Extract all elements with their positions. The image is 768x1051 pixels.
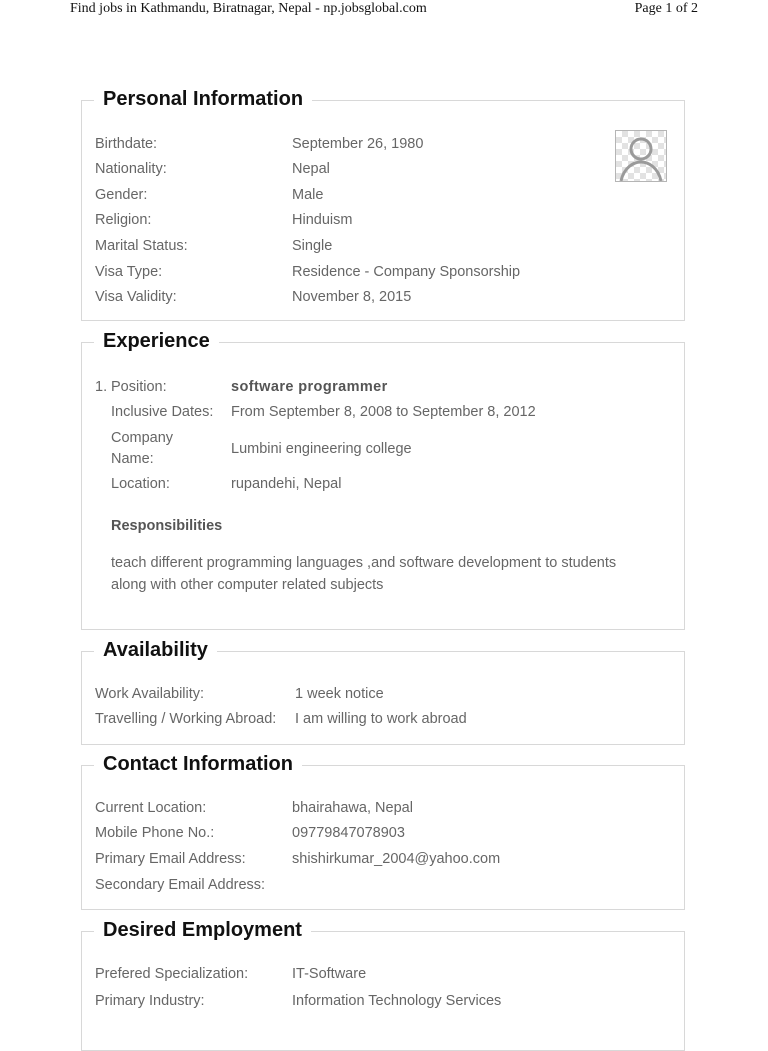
primary-email-label: Primary Email Address: <box>95 851 246 867</box>
marital-status-label: Marital Status: <box>95 238 188 254</box>
responsibilities-line-2: along with other computer related subjects <box>111 577 384 593</box>
primary-industry-label: Primary Industry: <box>95 993 205 1009</box>
secondary-email-label: Secondary Email Address: <box>95 877 266 893</box>
contact-information-section <box>81 753 685 910</box>
location-label: Location: <box>111 476 170 492</box>
visa-validity-label: Visa Validity: <box>95 289 177 305</box>
responsibilities-heading: Responsibilities <box>111 518 223 534</box>
section-title: Desired Employment <box>94 917 311 943</box>
section-title: Availability <box>94 637 217 663</box>
travelling-abroad-value: I am willing to work abroad <box>295 711 467 727</box>
nationality-value: Nepal <box>292 161 330 177</box>
availability-section <box>81 639 685 745</box>
visa-type-value: Residence - Company Sponsorship <box>292 264 521 280</box>
personal-information-section <box>81 88 685 321</box>
company-name-label-line1: Company <box>111 430 174 446</box>
religion-label: Religion: <box>95 212 152 228</box>
inclusive-dates-label: Inclusive Dates: <box>111 404 214 420</box>
gender-label: Gender: <box>95 187 148 203</box>
travelling-abroad-label: Travelling / Working Abroad: <box>95 711 277 727</box>
page-number: Page 1 of 2 <box>634 1 698 16</box>
company-name-label-line2: Name: <box>111 451 154 467</box>
avatar-placeholder-icon <box>615 130 667 182</box>
preferred-specialization-label: Prefered Specialization: <box>95 966 249 982</box>
mobile-phone-label: Mobile Phone No.: <box>95 825 215 841</box>
desired-employment-section <box>81 919 685 1051</box>
visa-validity-value: November 8, 2015 <box>292 289 412 305</box>
birthdate-value: September 26, 1980 <box>292 136 424 152</box>
primary-email-value: shishirkumar_2004@yahoo.com <box>292 851 501 867</box>
responsibilities-line-1: teach different programming languages ,and software development to students <box>111 555 617 571</box>
experience-section <box>81 330 685 630</box>
position-label: Position: <box>111 379 167 395</box>
print-header-title: Find jobs in Kathmandu, Biratnagar, Nepal - np.jobsglobal.com <box>70 1 427 16</box>
section-title: Experience <box>94 328 219 354</box>
work-availability-value: 1 week notice <box>295 686 384 702</box>
mobile-phone-value: 09779847078903 <box>292 825 405 841</box>
religion-value: Hinduism <box>292 212 353 228</box>
marital-status-value: Single <box>292 238 333 254</box>
preferred-specialization-value: IT-Software <box>292 966 367 982</box>
current-location-label: Current Location: <box>95 800 207 816</box>
experience-index: 1. <box>95 379 108 395</box>
current-location-value: bhairahawa, Nepal <box>292 800 413 816</box>
inclusive-dates-value: From September 8, 2008 to September 8, 2012 <box>231 404 536 420</box>
gender-value: Male <box>292 187 324 203</box>
primary-industry-value: Information Technology Services <box>292 993 502 1009</box>
location-value: rupandehi, Nepal <box>231 476 342 492</box>
section-title: Contact Information <box>94 751 302 777</box>
section-title: Personal Information <box>94 86 312 112</box>
position-value: software programmer <box>231 379 388 395</box>
print-header <box>0 0 768 20</box>
visa-type-label: Visa Type: <box>95 264 163 280</box>
work-availability-label: Work Availability: <box>95 686 205 702</box>
nationality-label: Nationality: <box>95 161 167 177</box>
company-name-value: Lumbini engineering college <box>231 441 412 457</box>
birthdate-label: Birthdate: <box>95 136 158 152</box>
